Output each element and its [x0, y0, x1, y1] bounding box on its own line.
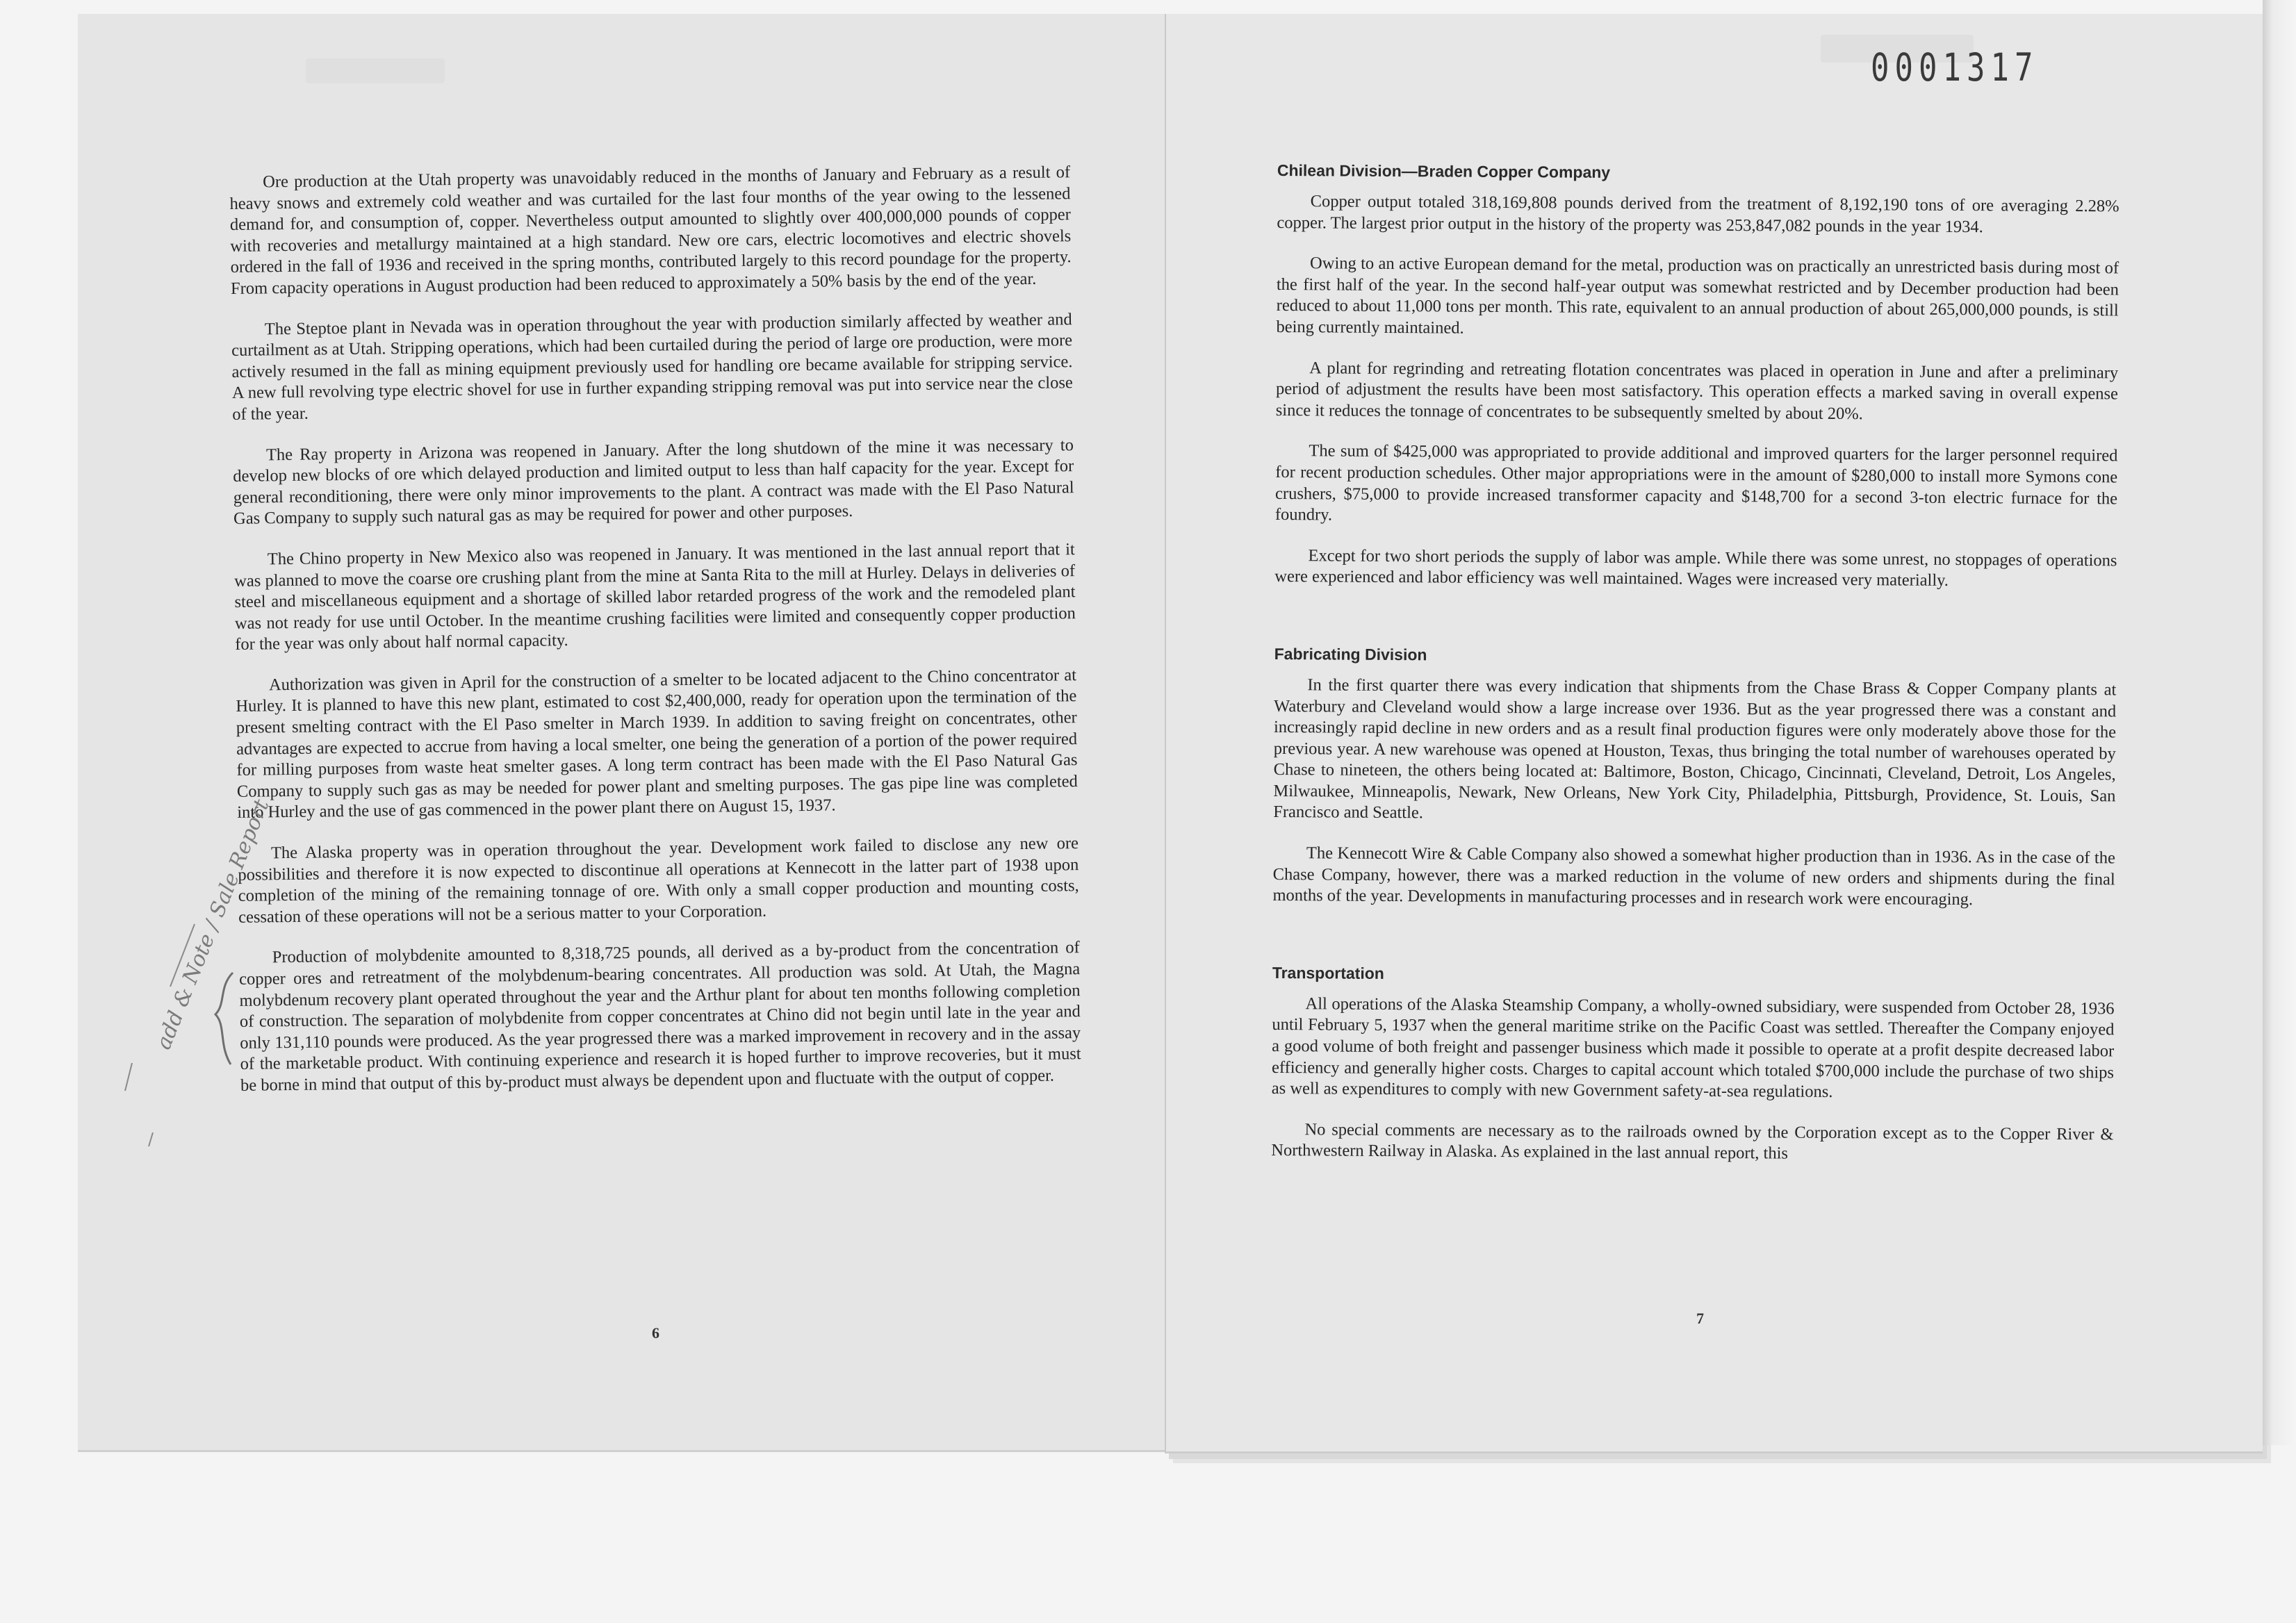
right-page-text-column: [1271, 161, 2119, 1186]
paragraph-chino: The Chino property in New Mexico also was reopened in January. It was mentioned in the last annual report that it was planned to move the coarse ore crushing plant from the mine at Santa Rita to the mill at Hurley. Delays in deliveries of steel and miscellaneous equipment and a shortage of skilled labor retarded progress of the work and the remodeled plant was not ready for use until October. In the meantime crushing facilities were limited and consequently copper production for the year was only about half normal capacity.: [234, 540, 1076, 654]
paragraph-braden-demand: Owing to an active European demand for the metal, production was on practically an unrestricted basis during most of the first half of the year. In the second half-year output was somewhat restricted and by December production had been reduced to about 11,000 tons per month. This rate, equivalent to an annual production of about 265,000,000 pounds, is still being currently maintained.: [1276, 254, 2119, 338]
left-page-text-column: [229, 162, 1082, 1116]
paragraph-alaska: The Alaska property was in operation throughout the year. Development work failed to disclose any new ore possibilities and therefore it is now expected to discontinue all operations at Kennecott in the latter part of 1938 upon completion of the mining of the remaining tonnage of ore. With only a small copper production and mounting costs, cessation of these operations will not be a serious matter to your Corporation.: [238, 834, 1079, 927]
paragraph-braden-labor: Except for two short periods the supply of labor was ample. While there was some unrest, no stoppages of operations were experienced and labor efficiency was well maintained. Wages were increased very materially.: [1274, 546, 2117, 591]
paragraph-wire-cable: The Kennecott Wire & Cable Company also showed a somewhat higher production than in 1936. As in the case of the Chase Company, however, there was a marked reduction in the volume of new orders and shipments during the final months of the year. Developments in manufacturing processes and in research work were encouraging.: [1272, 843, 2115, 909]
section-gap: [1274, 607, 2117, 650]
document-control-number: 0001317: [1871, 46, 2039, 90]
paragraph-railroads: No special comments are necessary as to the railroads owned by the Corporation except as to the Copper River & Northwestern Railway in Alaska. As explained in the last annual report, this: [1271, 1120, 2114, 1163]
section-heading-chilean: Chilean Division—Braden Copper Company: [1277, 161, 1611, 181]
paragraph-steptoe: The Steptoe plant in Nevada was in operation throughout the year with production similarly affected by weather and curtailment as at Utah. Stripping operations, which had been curtailed during the period of large ore production, were more actively resumed in the fall as mining equipment previously used for handling ore became available for stripping service. A new full revolving type electric shovel for use in further expanding stripping removal was put into service near the close of the year.: [231, 309, 1073, 424]
paragraph-ray: The Ray property in Arizona was reopened in January. After the long shutdown of the mine it was necessary to develop new blocks of ore which delayed production and limited output to less than half capacity for the year. Except for general reconditioning, there were only minor improvements to the plant. A contract was made with the El Paso Natural Gas Company to supply such natural gas as may be required for power and other purposes.: [233, 435, 1074, 529]
paragraph-smelter: Authorization was given in April for the construction of a smelter to be located adjacent to the Chino concentrator at Hurley. It is planned to have this new plant, estimated to cost $2,400,000, ready for operation upon the termination of the present smelting contract with the El Paso smelter in March 1939. In addition to saving freight on concentrates, other advantages are expected to accrue from having a local smelter, one being the generation of a portion of the power required for milling purposes from waste heat smelter gases. A long term contract has been made with the El Paso Natural Gas Company to supply such gas as may be needed for power plant and smelting purposes. The gas pipe line was completed into Hurley and the use of gas commenced in the power plant there on August 15, 1937.: [236, 666, 1078, 823]
section-heading-fabricating: Fabricating Division: [1274, 644, 1427, 664]
bleed-through-mark: [306, 58, 445, 83]
paragraph-steamship: All operations of the Alaska Steamship Company, a wholly-owned subsidiary, were suspended from October 28, 1936 until February 5, 1937 when the general maritime strike on the Pacific Coast was settled. Thereafter the Company enjoyed a good volume of both freight and passenger business which made it possible to operate at a profit despite decreased labor efficiency and generally higher costs. Charges to capital account which totaled $700,000 include the purchase of two ships as well as expenditures to comply with new Government safety-at-sea regulations.: [1271, 994, 2115, 1102]
paragraph-braden-appropriations: The sum of $425,000 was appropriated to provide additional and improved quarters for the larger personnel required for recent production schedules. Other major appropriations were in the amount of $280,000 to install more Symons cone crushers, $75,000 to provide increased transformer capacity and $148,700 for a second 3-ton electric furnace for the foundry.: [1274, 441, 2118, 525]
page-number: 7: [1696, 1310, 1704, 1327]
handwritten-note-text: add & Note / Sale Report: [151, 796, 274, 1053]
paragraph-chase-brass: In the first quarter there was every indication that shipments from the Chase Brass & Copper Company plants at Waterbury and Cleveland would show a large increase over 1936. But as the year progressed there was a constant and increasingly rapid decline in new orders and as a result final production figures were only moderately above those for the previous year. A new warehouse was opened at Houston, Texas, thus bringing the total number of warehouses operated by Chase to nineteen, the others being located at: Baltimore, Boston, Chicago, Cincinnati, Cleveland, Detroit, Los Angeles, Milwaukee, Minneapolis, Newark, New Orleans, New York City, Philadelphia, Pittsburgh, Providence, St. Louis, San Francisco and Seattle.: [1273, 675, 2117, 823]
paragraph-braden-regrinding: A plant for regrinding and retreating flotation concentrates was placed in operation in June and after a preliminary period of adjustment the results have been most satisfactory. This operation effects a marked saving in overall expense since it reduces the tonnage of concentrates to be subsequently smelted by about 20%.: [1275, 358, 2119, 423]
page-stack-edge: [2263, 0, 2296, 1445]
page-number: 6: [652, 1324, 659, 1342]
handwritten-margin-note: [104, 796, 278, 1160]
section-gap: [1272, 926, 2115, 969]
paragraph-molybdenite: Production of molybdenite amounted to 8,318,725 pounds, all derived as a by-product from the concentration of copper ores and retreatment of the molybdenum-bearing concentrates. All production was sold. At Utah, the Magna molybdenum recovery plant operated throughout the year and the Arthur plant for about ten months following completion of construction. The separation of molybdenite from copper concentrates at Chino did not begin until late in the year and only 131,110 pounds were produced. As the year progressed there was a marked improvement in recovery and in the assay of the marketable product. With continuing experience and research it is hoped further to improve recoveries, but it must be borne in mind that output of this by-product must always be dependent upon and fluctuate with the output of copper.: [239, 938, 1081, 1095]
section-heading-transportation: Transportation: [1272, 963, 1384, 982]
paragraph-braden-output: Copper output totaled 318,169,808 pounds derived from the treatment of 8,192,190 tons of ore averaging 2.28% copper. The largest prior output in the history of the property was 253,847,082 pounds in the year 1934.: [1277, 192, 2119, 236]
paragraph-utah: Ore production at the Utah property was unavoidably reduced in the months of January and February as a result of heavy snows and extremely cold weather and was curtailed for the last four months of the year owing to the lessened demand for, and consumption of, copper. Nevertheless output amounted to slightly over 400,000,000 pounds of copper with recoveries and metallurgy maintained at a high standard. New ore cars, electric locomotives and electric shovels ordered in the fall of 1936 and received in the spring months, contributed largely to this record poundage for the property. From capacity operations in August production had been reduced to approximately a 50% basis by the end of the year.: [229, 163, 1072, 298]
